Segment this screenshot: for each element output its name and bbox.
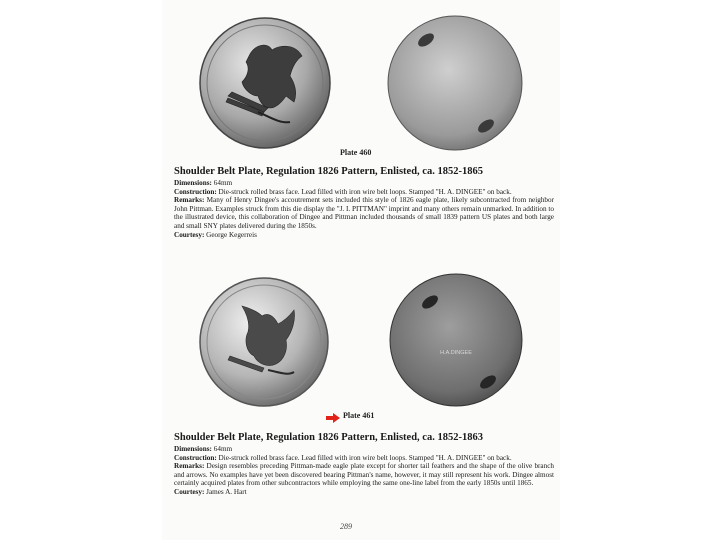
- plate-461-dimensions: Dimensions: 64mm: [174, 445, 233, 453]
- plate-461-back-photo: [388, 272, 524, 408]
- plate-461-front-photo: [198, 276, 330, 408]
- page-number: 289: [340, 522, 352, 531]
- plate-460-label: Plate 460: [340, 148, 372, 157]
- plate-460-entry: [174, 166, 554, 239]
- plate-461-label: Plate 461: [343, 411, 375, 420]
- back-stamp: H.A.DINGEE: [440, 350, 472, 356]
- plate-461-courtesy: Courtesy: James A. Hart: [174, 487, 247, 496]
- plate-461-remarks: Remarks: Design resembles preceding Pittman-made eagle plate except for shorter tail feathers and the shape of the olive branch and arrows. No examples have yet been discovered bearing Pittman's name, however, it may still represent his work. Dingee almost certainly acquired plates from other subcontractors while employing the same one-line label from the early 1850s until 1865.: [174, 462, 554, 488]
- plate-460-title: Shoulder Belt Plate, Regulation 1826 Pattern, Enlisted, ca. 1852-1865: [174, 166, 483, 177]
- plate-461-construction: Construction: Die-struck rolled brass face. Lead filled with iron wire belt loops. Stamped "H. A. DINGEE" on back.: [174, 453, 512, 462]
- plate-461-entry: [174, 432, 554, 497]
- plate-460-construction: Construction: Die-struck rolled brass face. Lead filled with iron wire belt loops. Stamped "H. A. DINGEE" on back.: [174, 187, 512, 196]
- plate-460-remarks: Remarks: Many of Henry Dingee's accoutrement sets included this style of 1826 eagle plate, likely subcontracted from neighbor John Pittman. Examples struck from this die display the "J. I. PITTMAN" imprint and many others remain unmarked. In addition to the illustrated device, this collaboration of Dingee and Pittman included thousands of small 1839 pattern US plates and both large and small SNY plates delivered during the 1850s.: [174, 196, 555, 230]
- plate-460-dimensions: Dimensions: 64mm: [174, 179, 233, 187]
- arrow-right-icon: [326, 410, 340, 428]
- plate-461-title: Shoulder Belt Plate, Regulation 1826 Pattern, Enlisted, ca. 1852-1863: [174, 432, 483, 443]
- plate-460-front-photo: [198, 16, 332, 150]
- plate-460-courtesy: Courtesy: George Kegerreis: [174, 230, 257, 239]
- plate-460-back-photo: [386, 14, 524, 152]
